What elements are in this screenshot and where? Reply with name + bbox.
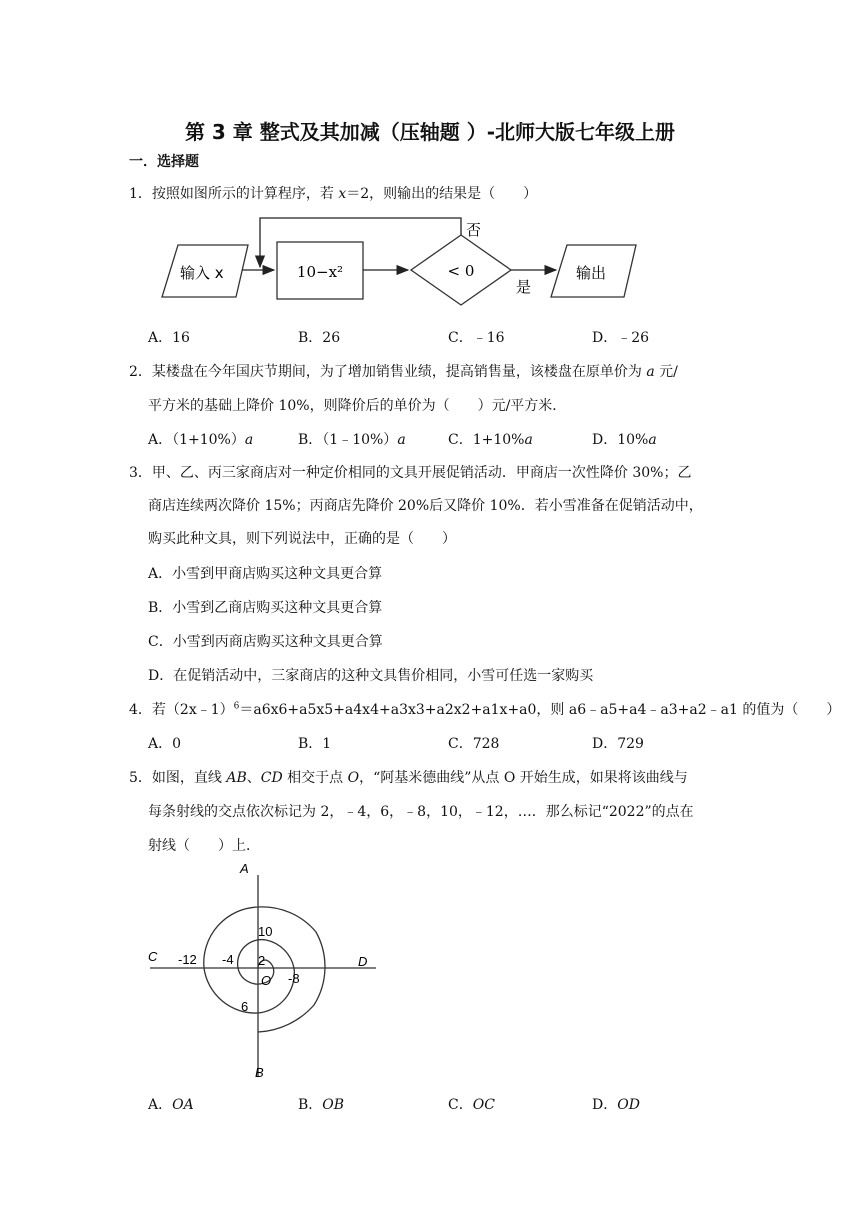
question-5-line-1: 5．如图，直线 AB、CD 相交于点 O，“阿基米德曲线”从点 O 开始生成，如果将该曲线与	[129, 770, 688, 786]
mark-minus-4: -4	[222, 952, 234, 967]
condition-label: < 0	[447, 262, 475, 280]
mark-6: 6	[241, 999, 249, 1014]
question-3-line-2: 商店连续两次降价 15%；丙商店先降价 20%后又降价 10%．若小雪准备在促销活动中，	[148, 498, 703, 514]
question-3-line-1: 3．甲、乙、丙三家商店对一种定价相同的文具开展促销活动．甲商店一次性降价 30%；乙	[129, 465, 692, 481]
calc-label: 10−x²	[296, 263, 344, 281]
mark-10: 10	[258, 924, 273, 939]
question-2-line-1: 2．某楼盘在今年国庆节期间，为了增加销售业绩，提高销售量，该楼盘在原单价为 a 元/	[129, 364, 678, 380]
q2-option-d: D．10%a	[592, 432, 657, 448]
q2-option-a: A．（1+10%）a	[148, 432, 254, 448]
q4-option-c: C．728	[448, 736, 500, 752]
label-d: D	[358, 954, 368, 969]
q5-option-c: C．OC	[448, 1097, 495, 1113]
output-label: 输出	[576, 264, 607, 282]
q5-option-b: B．OB	[298, 1097, 345, 1113]
label-c: C	[148, 949, 158, 964]
yes-label: 是	[516, 278, 532, 296]
q1-option-a: A．16	[148, 330, 190, 346]
q3-option-a: A．小雪到甲商店购买这种文具更合算	[148, 566, 383, 582]
label-a: A	[240, 861, 249, 876]
q1-option-b: B．26	[298, 330, 341, 346]
spiral-figure	[140, 855, 385, 1085]
question-5-line-3: 射线（ ）上．	[148, 838, 260, 854]
q4-option-a: A．0	[148, 736, 182, 752]
mark-2: 2	[258, 953, 266, 968]
question-1-text: 1．按照如图所示的计算程序，若 x＝2，则输出的结果是（ ）	[129, 186, 538, 202]
q3-option-b: B．小雪到乙商店购买这种文具更合算	[148, 600, 383, 616]
mark-minus-12: -12	[178, 952, 197, 967]
q3-option-c: C．小雪到丙商店购买这种文具更合算	[148, 634, 383, 650]
section-heading: 一．选择题	[129, 154, 199, 170]
label-o: O	[261, 973, 272, 988]
q5-option-d: D．OD	[592, 1097, 640, 1113]
question-5-line-2: 每条射线的交点依次标记为 2，﹣4，6，﹣8，10，﹣12，…．那么标记“2022”的点在	[148, 804, 694, 820]
q4-option-b: B．1	[298, 736, 332, 752]
mark-minus-8: -8	[288, 971, 300, 986]
question-3-line-3: 购买此种文具，则下列说法中，正确的是（ ）	[148, 531, 456, 547]
q5-option-a: A．OA	[148, 1097, 194, 1113]
q2-option-c: C．1+10%a	[448, 432, 533, 448]
label-b: B	[255, 1065, 264, 1080]
no-label: 否	[466, 221, 482, 239]
input-label: 输入 x	[180, 264, 224, 282]
q1-option-c: C．﹣16	[448, 330, 505, 346]
page-title: 第 3 章 整式及其加减（压轴题 ）-北师大版七年级上册	[184, 120, 676, 144]
q3-option-d: D．在促销活动中，三家商店的这种文具售价相同，小雪可任选一家购买	[148, 668, 594, 684]
flowchart	[150, 212, 650, 308]
q2-option-b: B．（1﹣10%）a	[298, 432, 406, 448]
q1-option-d: D．﹣26	[592, 330, 650, 346]
question-2-line-2: 平方米的基础上降价 10%，则降价后的单价为（ ）元/平方米．	[148, 398, 567, 414]
q4-option-d: D．729	[592, 736, 644, 752]
question-4-text: 4．若（2x﹣1）$^6$＝a6x6+a5x5+a4x4+a3x3+a2x2+a1x+a0，则 a6﹣a5+a4﹣a3+a2﹣a1 的值为（ ）	[129, 701, 841, 718]
